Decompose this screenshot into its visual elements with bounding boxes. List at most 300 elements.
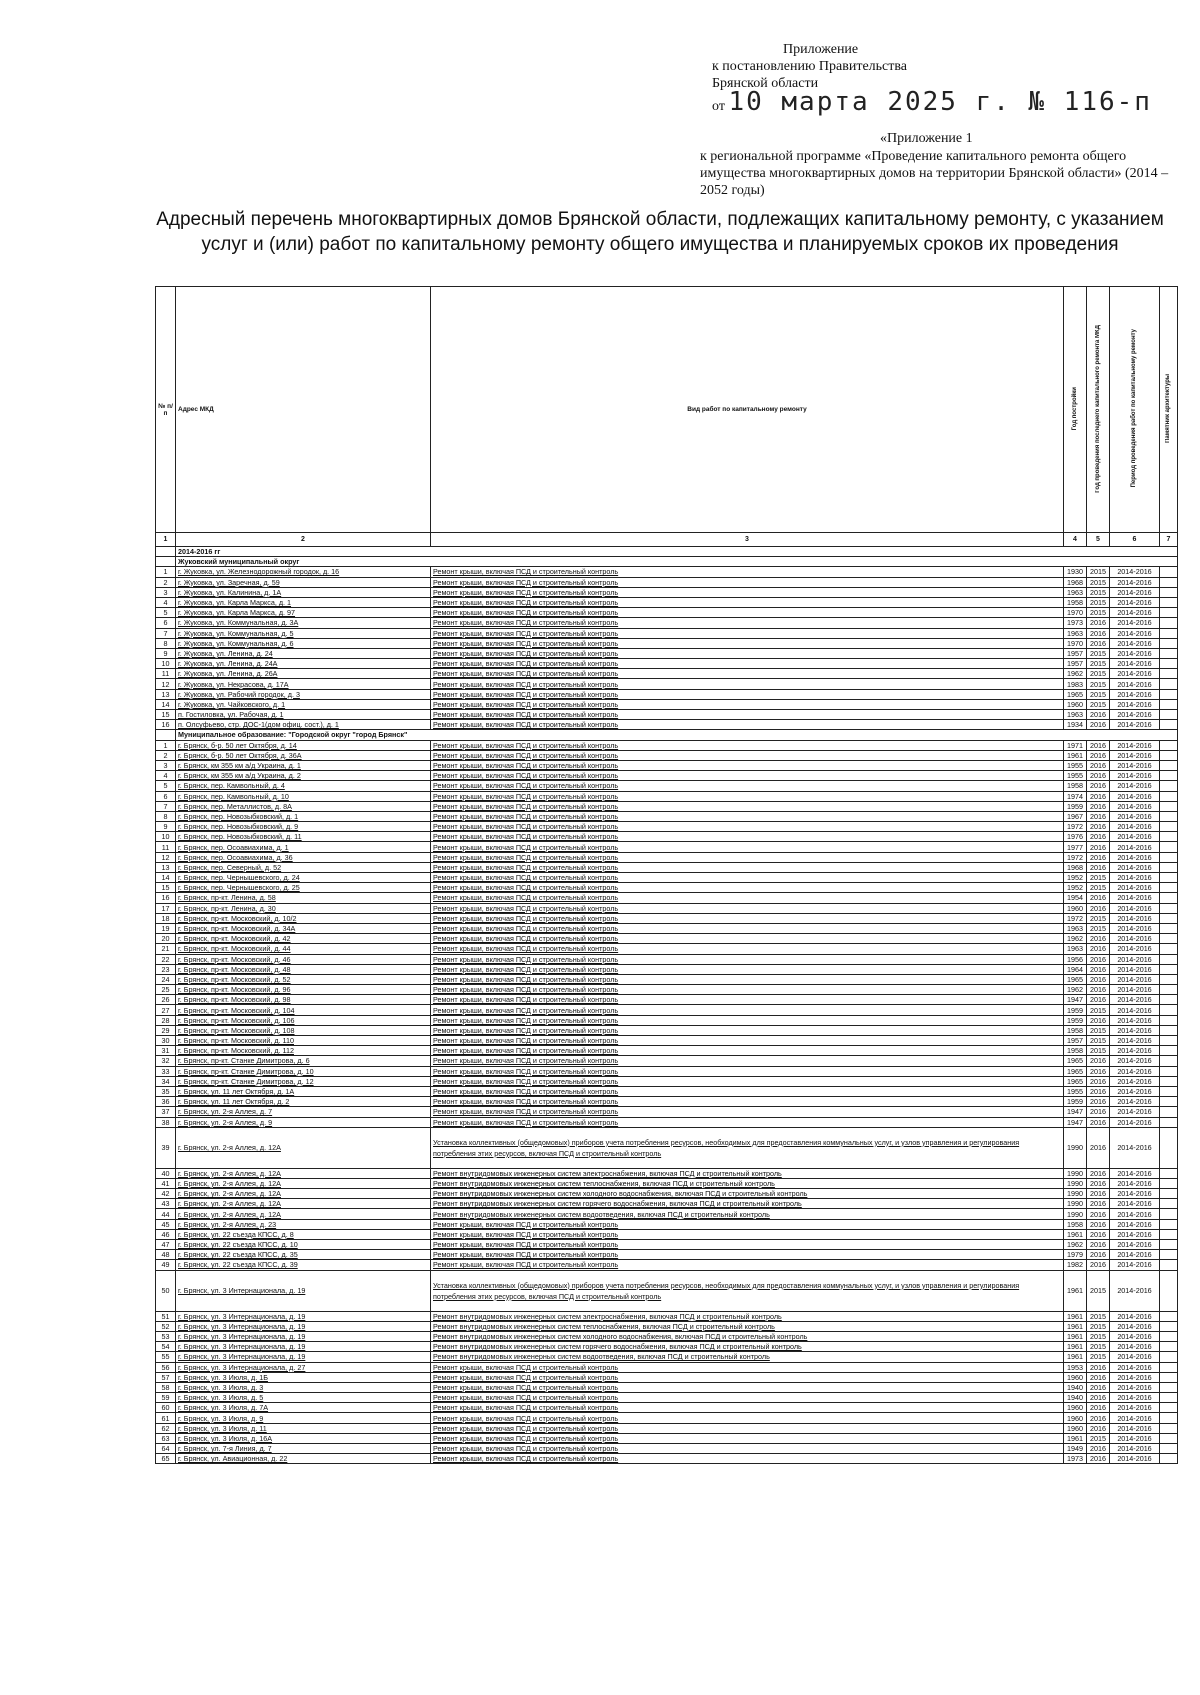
table-row [156,638,1178,648]
table-row [156,1260,1178,1270]
monument-cell [1160,1056,1178,1066]
table-row [156,923,1178,933]
address-cell: г. Брянск, ул. 22 съезда КПСС, д. 35 [176,1250,431,1260]
table-row [156,1229,1178,1239]
monument-cell [1160,618,1178,628]
year-built-cell: 1965 [1064,1076,1087,1086]
monument-cell [1160,1168,1178,1178]
row-number: 27 [156,1005,176,1015]
year-built-cell: 1968 [1064,862,1087,872]
row-number: 52 [156,1321,176,1331]
row-number: 25 [156,985,176,995]
address-cell: г. Брянск, ул. 22 съезда КПСС, д. 10 [176,1240,431,1250]
work-type-cell: Ремонт крыши, включая ПСД и строительный контроль [431,760,1064,770]
header-address: Адрес МКД [176,287,431,533]
row-number: 8 [156,638,176,648]
table-row [156,1107,1178,1117]
table-row [156,567,1178,577]
work-type-cell: Ремонт крыши, включая ПСД и строительный контроль [431,699,1064,709]
year-built-cell: 1930 [1064,567,1087,577]
last-repair-cell: 2015 [1087,913,1110,923]
address-cell: г. Брянск, пр-кт. Московский, д. 34А [176,923,431,933]
address-cell: г. Брянск, пер. Новозыбковский, д. 9 [176,822,431,832]
last-repair-cell: 2015 [1087,923,1110,933]
table-row [156,771,1178,781]
table-row [156,954,1178,964]
row-number: 49 [156,1260,176,1270]
row-number: 22 [156,954,176,964]
monument-cell [1160,811,1178,821]
year-built-cell: 1990 [1064,1209,1087,1219]
last-repair-cell: 2016 [1087,954,1110,964]
period-cell: 2014-2016 [1110,1423,1160,1433]
period-cell: 2014-2016 [1110,1454,1160,1464]
row-number: 64 [156,1444,176,1454]
work-type-cell: Ремонт крыши, включая ПСД и строительный контроль [431,1240,1064,1250]
table-row [156,873,1178,883]
table-row [156,791,1178,801]
work-type-cell: Ремонт крыши, включая ПСД и строительный контроль [431,811,1064,821]
last-repair-cell: 2016 [1087,1250,1110,1260]
row-number: 36 [156,1097,176,1107]
period-cell: 2014-2016 [1110,1270,1160,1311]
year-built-cell: 1960 [1064,1423,1087,1433]
table-row [156,1403,1178,1413]
year-built-cell: 1977 [1064,842,1087,852]
table-row [156,1372,1178,1382]
address-cell: г. Брянск, ул. 11 лет Октября, д. 1А [176,1086,431,1096]
row-number: 19 [156,923,176,933]
appendix1-label: «Приложение 1 [880,131,973,146]
work-type-cell: Ремонт крыши, включая ПСД и строительный контроль [431,1444,1064,1454]
monument-cell [1160,1046,1178,1056]
period-cell: 2014-2016 [1110,1086,1160,1096]
last-repair-cell: 2016 [1087,1015,1110,1025]
address-list-table [155,286,1177,1464]
monument-cell [1160,791,1178,801]
address-cell: г. Брянск, пр-кт. Московский, д. 96 [176,985,431,995]
monument-cell [1160,587,1178,597]
period-cell: 2014-2016 [1110,760,1160,770]
period-cell: 2014-2016 [1110,1260,1160,1270]
row-number: 48 [156,1250,176,1260]
last-repair-cell: 2016 [1087,638,1110,648]
last-repair-cell: 2016 [1087,618,1110,628]
monument-cell [1160,1382,1178,1392]
row-number: 9 [156,648,176,658]
period-cell: 2014-2016 [1110,669,1160,679]
monument-cell [1160,750,1178,760]
table-row [156,699,1178,709]
last-repair-cell: 2016 [1087,822,1110,832]
address-cell: г. Брянск, пр-кт. Московский, д. 10/2 [176,913,431,923]
row-number: 12 [156,852,176,862]
work-type-cell: Ремонт крыши, включая ПСД и строительный контроль [431,1046,1064,1056]
row-number: 6 [156,618,176,628]
period-cell: 2014-2016 [1110,1219,1160,1229]
table-row [156,974,1178,984]
last-repair-cell: 2016 [1087,1168,1110,1178]
work-type-cell: Ремонт крыши, включая ПСД и строительный контроль [431,781,1064,791]
address-cell: г. Брянск, ул. 3 Июля, д. 11 [176,1423,431,1433]
work-type-cell: Установка коллективных (общедомовых) приборов учета потребления ресурсов, необходимых для предоставления коммунальных услуг, и узлов управления и регулирования потребления этих ресурсов, включая ПСД и строительный контроль [431,1270,1064,1311]
period-cell: 2014-2016 [1110,1025,1160,1035]
col-number: 2 [176,533,431,547]
period-cell: 2014-2016 [1110,1005,1160,1015]
period-cell: 2014-2016 [1110,1015,1160,1025]
monument-cell [1160,1076,1178,1086]
last-repair-cell: 2015 [1087,659,1110,669]
row-number: 15 [156,710,176,720]
year-built-cell: 1954 [1064,893,1087,903]
row-number: 38 [156,1117,176,1127]
row-number: 40 [156,1168,176,1178]
period-cell: 2014-2016 [1110,1362,1160,1372]
row-number: 13 [156,862,176,872]
address-cell: г. Жуковка, ул. Карла Маркса, д. 97 [176,608,431,618]
year-built-cell: 1959 [1064,801,1087,811]
monument-cell [1160,842,1178,852]
last-repair-cell: 2016 [1087,811,1110,821]
row-number: 44 [156,1209,176,1219]
monument-cell [1160,862,1178,872]
row-number: 35 [156,1086,176,1096]
row-number: 59 [156,1393,176,1403]
period-cell: 2014-2016 [1110,964,1160,974]
address-cell: г. Жуковка, ул. Чайковского, д. 1 [176,699,431,709]
year-built-cell: 1963 [1064,628,1087,638]
work-type-cell: Ремонт крыши, включая ПСД и строительный контроль [431,1423,1064,1433]
address-cell: г. Брянск, пр-кт. Станке Димитрова, д. 10 [176,1066,431,1076]
last-repair-cell: 2016 [1087,1107,1110,1117]
row-number: 42 [156,1189,176,1199]
header-year-built [1064,287,1087,533]
monument-cell [1160,1189,1178,1199]
period-cell: 2014-2016 [1110,1240,1160,1250]
last-repair-cell: 2016 [1087,791,1110,801]
last-repair-cell: 2016 [1087,1382,1110,1392]
period-cell: 2014-2016 [1110,1189,1160,1199]
work-type-cell: Ремонт внутридомовых инженерных систем теплоснабжения, включая ПСД и строительный контроль [431,1178,1064,1188]
table-row [156,1189,1178,1199]
table-row [156,1036,1178,1046]
address-cell: г. Жуковка, ул. Ленина, д. 24 [176,648,431,658]
monument-cell [1160,1331,1178,1341]
table-row [156,1097,1178,1107]
row-number: 39 [156,1127,176,1168]
last-repair-cell: 2016 [1087,903,1110,913]
resolution-line: к постановлению Правительства [712,59,908,74]
monument-cell [1160,699,1178,709]
table-row [156,832,1178,842]
address-cell: г. Брянск, ул. 3 Июля, д. 3 [176,1382,431,1392]
year-built-cell: 1959 [1064,1005,1087,1015]
work-type-cell: Ремонт крыши, включая ПСД и строительный контроль [431,974,1064,984]
monument-cell [1160,934,1178,944]
year-built-cell: 1983 [1064,679,1087,689]
table-row [156,689,1178,699]
monument-cell [1160,1107,1178,1117]
work-type-cell: Ремонт крыши, включая ПСД и строительный контроль [431,1056,1064,1066]
address-cell: г. Брянск, пр-кт. Московский, д. 98 [176,995,431,1005]
work-type-cell: Ремонт крыши, включая ПСД и строительный контроль [431,893,1064,903]
period-cell: 2014-2016 [1110,1168,1160,1178]
period-cell: 2014-2016 [1110,832,1160,842]
table-row [156,1168,1178,1178]
period-cell: 2014-2016 [1110,1066,1160,1076]
address-cell: г. Брянск, пер. Чернышевского, д. 24 [176,873,431,883]
year-built-cell: 1947 [1064,1117,1087,1127]
monument-cell [1160,1178,1178,1188]
year-built-cell: 1958 [1064,781,1087,791]
work-type-cell: Ремонт крыши, включая ПСД и строительный контроль [431,1097,1064,1107]
address-cell: г. Жуковка, ул. Заречная, д. 59 [176,577,431,587]
period-cell: 2014-2016 [1110,1127,1160,1168]
last-repair-cell: 2016 [1087,1229,1110,1239]
work-type-cell: Ремонт крыши, включая ПСД и строительный контроль [431,648,1064,658]
address-cell: г. Брянск, ул. 2-я Аллея, д. 7 [176,1107,431,1117]
row-number: 1 [156,740,176,750]
table-row [156,903,1178,913]
period-cell: 2014-2016 [1110,1056,1160,1066]
address-cell: г. Брянск, пр-кт. Станке Димитрова, д. 6 [176,1056,431,1066]
year-built-cell: 1962 [1064,669,1087,679]
row-number: 43 [156,1199,176,1209]
work-type-cell: Ремонт крыши, включая ПСД и строительный контроль [431,1005,1064,1015]
row-number: 3 [156,760,176,770]
period-cell: 2014-2016 [1110,974,1160,984]
period-cell: 2014-2016 [1110,1199,1160,1209]
row-number: 31 [156,1046,176,1056]
monument-cell [1160,1393,1178,1403]
address-cell: г. Брянск, ул. 7-я Линия, д. 7 [176,1444,431,1454]
period-cell: 2014-2016 [1110,1321,1160,1331]
address-cell: г. Брянск, ул. 3 Интернационала, д. 19 [176,1352,431,1362]
monument-cell [1160,1413,1178,1423]
table-row [156,934,1178,944]
last-repair-cell: 2015 [1087,597,1110,607]
monument-cell [1160,720,1178,730]
monument-cell [1160,1015,1178,1025]
monument-cell [1160,995,1178,1005]
work-type-cell: Ремонт крыши, включая ПСД и строительный контроль [431,740,1064,750]
row-number: 34 [156,1076,176,1086]
monument-cell [1160,822,1178,832]
header-num: № п/п [156,287,176,533]
row-number: 12 [156,679,176,689]
header-year-built-text: Год постройки [1071,386,1078,431]
address-cell: г. Жуковка, ул. Калинина, д. 1А [176,587,431,597]
monument-cell [1160,1127,1178,1168]
year-built-cell: 1990 [1064,1189,1087,1199]
last-repair-cell: 2016 [1087,720,1110,730]
address-cell: г. Брянск, пр-кт. Московский, д. 108 [176,1025,431,1035]
address-cell: г. Брянск, км 355 км а/д Украина, д. 2 [176,771,431,781]
table-row [156,618,1178,628]
col-number: 1 [156,533,176,547]
address-cell: г. Брянск, ул. 3 Интернационала, д. 19 [176,1321,431,1331]
table-row [156,842,1178,852]
work-type-cell: Ремонт крыши, включая ПСД и строительный контроль [431,913,1064,923]
resolution-date [712,87,1152,117]
table-row [156,893,1178,903]
table-row [156,1127,1178,1168]
period-cell: 2014-2016 [1110,1433,1160,1443]
program-reference: к региональной программе «Проведение капитального ремонта общего имущества многоквартирных домов на территории Брянской области» (2014 – 2052 годы) [700,149,1169,198]
monument-cell [1160,679,1178,689]
period-cell: 2014-2016 [1110,577,1160,587]
period-cell: 2014-2016 [1110,1046,1160,1056]
monument-cell [1160,1229,1178,1239]
work-type-cell: Ремонт крыши, включая ПСД и строительный контроль [431,791,1064,801]
row-number: 41 [156,1178,176,1188]
row-number: 29 [156,1025,176,1035]
work-type-cell: Ремонт крыши, включая ПСД и строительный контроль [431,710,1064,720]
work-type-cell: Ремонт крыши, включая ПСД и строительный контроль [431,1382,1064,1392]
monument-cell [1160,903,1178,913]
row-number: 51 [156,1311,176,1321]
header-period-text: Период проведения работ по капитальному ремонту [1131,329,1137,488]
year-built-cell: 1952 [1064,873,1087,883]
table-row [156,1250,1178,1260]
last-repair-cell: 2016 [1087,710,1110,720]
period-cell: 2014-2016 [1110,1403,1160,1413]
period-cell: 2014-2016 [1110,913,1160,923]
row-number: 26 [156,995,176,1005]
row-number: 65 [156,1454,176,1464]
period-cell: 2014-2016 [1110,811,1160,821]
row-number: 20 [156,934,176,944]
year-built-cell: 1958 [1064,1025,1087,1035]
address-cell: г. Брянск, ул. 3 Интернационала, д. 19 [176,1342,431,1352]
table-row [156,1025,1178,1035]
year-built-cell: 1960 [1064,903,1087,913]
work-type-cell: Ремонт крыши, включая ПСД и строительный контроль [431,1015,1064,1025]
last-repair-cell: 2016 [1087,985,1110,995]
address-cell: г. Брянск, б-р. 50 лет Октября, д. 36А [176,750,431,760]
monument-cell [1160,954,1178,964]
year-built-cell: 1961 [1064,1270,1087,1311]
period-cell: 2014-2016 [1110,679,1160,689]
monument-cell [1160,1005,1178,1015]
table-row [156,985,1178,995]
last-repair-cell: 2016 [1087,771,1110,781]
table-row [156,1015,1178,1025]
monument-cell [1160,1086,1178,1096]
row-number: 16 [156,720,176,730]
year-built-cell: 1953 [1064,1362,1087,1372]
table-row [156,659,1178,669]
last-repair-cell: 2016 [1087,628,1110,638]
year-built-cell: 1972 [1064,913,1087,923]
address-cell: г. Брянск, пр-кт. Московский, д. 112 [176,1046,431,1056]
address-cell: г. Брянск, ул. 2-я Аллея, д. 12А [176,1199,431,1209]
address-cell: г. Брянск, ул. 22 съезда КПСС, д. 8 [176,1229,431,1239]
region-line: Брянской области [712,76,819,91]
table-row [156,822,1178,832]
table-row [156,1382,1178,1392]
monument-cell [1160,832,1178,842]
last-repair-cell: 2016 [1087,1219,1110,1229]
year-built-cell: 1952 [1064,883,1087,893]
work-type-cell: Ремонт крыши, включая ПСД и строительный контроль [431,679,1064,689]
year-built-cell: 1958 [1064,597,1087,607]
work-type-cell: Ремонт крыши, включая ПСД и строительный контроль [431,1260,1064,1270]
last-repair-cell: 2015 [1087,669,1110,679]
last-repair-cell: 2015 [1087,699,1110,709]
year-built-cell: 1968 [1064,577,1087,587]
last-repair-cell: 2016 [1087,1413,1110,1423]
last-repair-cell: 2016 [1087,1086,1110,1096]
period-cell: 2014-2016 [1110,842,1160,852]
table-row [156,1046,1178,1056]
period-cell: 2014-2016 [1110,628,1160,638]
last-repair-cell: 2016 [1087,1362,1110,1372]
monument-cell [1160,760,1178,770]
last-repair-cell: 2015 [1087,1005,1110,1015]
row-number: 33 [156,1066,176,1076]
row-number: 62 [156,1423,176,1433]
last-repair-cell: 2016 [1087,1199,1110,1209]
year-built-cell: 1965 [1064,974,1087,984]
row-number: 55 [156,1352,176,1362]
address-cell: г. Брянск, б-р. 50 лет Октября, д. 14 [176,740,431,750]
table-row [156,944,1178,954]
last-repair-cell: 2016 [1087,801,1110,811]
monument-cell [1160,781,1178,791]
table-row [156,597,1178,607]
address-cell: г. Брянск, ул. 3 Интернационала, д. 19 [176,1311,431,1321]
last-repair-cell: 2015 [1087,1352,1110,1362]
monument-cell [1160,944,1178,954]
row-number: 24 [156,974,176,984]
address-cell: г. Брянск, пр-кт. Московский, д. 46 [176,954,431,964]
work-type-cell: Ремонт крыши, включая ПСД и строительный контроль [431,618,1064,628]
address-cell: г. Брянск, ул. 3 Июля, д. 16А [176,1433,431,1443]
year-built-cell: 1963 [1064,923,1087,933]
address-cell: г. Жуковка, ул. Железнодорожный городок, д. 16 [176,567,431,577]
work-type-cell: Ремонт крыши, включая ПСД и строительный контроль [431,577,1064,587]
address-cell: г. Брянск, ул. 2-я Аллея, д. 12А [176,1209,431,1219]
row-number: 61 [156,1413,176,1423]
year-built-cell: 1976 [1064,832,1087,842]
last-repair-cell: 2016 [1087,1178,1110,1188]
row-number: 58 [156,1382,176,1392]
address-cell: г. Жуковка, ул. Карла Маркса, д. 1 [176,597,431,607]
last-repair-cell: 2016 [1087,964,1110,974]
last-repair-cell: 2016 [1087,750,1110,760]
work-type-cell: Ремонт крыши, включая ПСД и строительный контроль [431,873,1064,883]
work-type-cell: Ремонт крыши, включая ПСД и строительный контроль [431,1393,1064,1403]
last-repair-cell: 2015 [1087,1046,1110,1056]
address-cell: г. Брянск, пер. Новозыбковский, д. 11 [176,832,431,842]
last-repair-cell: 2016 [1087,1423,1110,1433]
row-number: 30 [156,1036,176,1046]
table-row [156,750,1178,760]
address-cell: г. Брянск, пер. Металлистов, д. 8А [176,801,431,811]
last-repair-cell: 2015 [1087,873,1110,883]
year-built-cell: 1970 [1064,638,1087,648]
row-number: 45 [156,1219,176,1229]
period-cell: 2014-2016 [1110,1250,1160,1260]
last-repair-cell: 2015 [1087,1433,1110,1443]
table-row [156,1311,1178,1321]
period-cell: 2014-2016 [1110,689,1160,699]
year-built-cell: 1963 [1064,710,1087,720]
header-period [1110,287,1160,533]
table-row [156,964,1178,974]
period-cell: 2014-2016 [1110,893,1160,903]
